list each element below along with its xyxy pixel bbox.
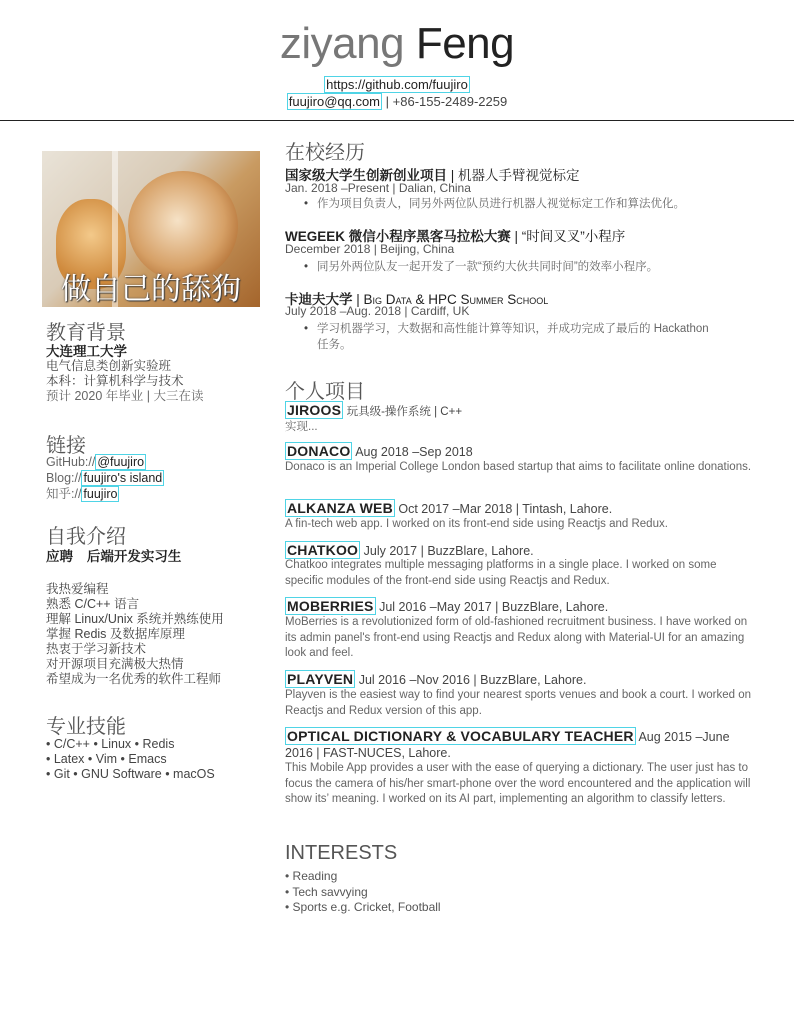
project-name-link[interactable]: CHATKOO [287,542,359,558]
projects-heading: 个人项目 [285,381,365,403]
project-desc: Donaco is an Imperial College London based startup that aims to facilitate online donations. [285,461,752,473]
school-name: 大连理工大学 [46,344,127,359]
interests-heading: INTERESTS [285,842,398,864]
campus-item-tag: | “时间叉叉”小程序 [514,229,626,244]
project-title [285,500,755,517]
project-meta: Jul 2016 –May 2017 | BuzzBlare, Lahore. [379,600,609,614]
project-name-link[interactable]: ALKANZA WEB [287,500,393,516]
about-line: 对开源项目充满极大热情 [46,657,184,671]
project-name-link[interactable]: DONACO [287,443,351,459]
links-heading: 链接 [46,435,86,457]
project-desc: 实现... [285,421,318,433]
apply-role-text: 后端开发实习生 [86,549,182,564]
campus-item-name: WEGEEK 微信小程序黑客马拉松大赛 [285,229,511,244]
blog-prefix: Blog:// [46,471,82,485]
project-meta: Oct 2017 –Mar 2018 | Tintash, Lahore. [398,502,613,516]
project-meta: Aug 2018 –Sep 2018 [355,445,473,459]
campus-item-tag: | 机器人手臂视觉标定 [450,168,580,183]
campus-item-tag: | Big Data & HPC Summer School [356,292,549,307]
last-name: Feng [415,19,515,68]
education-block [46,344,203,404]
dog-right-shape [128,171,238,281]
campus-item-sub: Jan. 2018 –Present | Dalian, China [285,181,471,195]
interest-item: • Sports e.g. Cricket, Football [285,900,441,914]
graduation-text: 预计 2020 年毕业 | 大三在读 [46,389,204,403]
major-text: 本科：计算机科学与技术 [46,374,184,388]
github-prefix: GitHub:// [46,455,96,469]
interest-item: • Reading [285,869,338,883]
about-line: 熟悉 C/C++ 语言 [46,597,140,611]
about-line: 希望成为一名优秀的软件工程师 [46,672,222,686]
github-link[interactable]: https://github.com/fuujiro [326,77,468,92]
interests-list [285,869,441,916]
zhihu-link[interactable]: fuujiro [83,487,118,501]
project-desc: Playven is the easiest way to find your nearest sports venues and book a court. I worked on Reactjs and Redux version of this app. [285,689,752,717]
campus-item-name: 卡迪夫大学 [285,292,353,307]
skills-line: • C/C++ • Linux • Redis [46,737,175,751]
project-title [285,728,755,761]
interest-item: • Tech savvying [285,884,368,899]
about-line: 理解 Linux/Unix 系统并熟练使用 [46,612,224,626]
zhihu-prefix: 知乎:// [46,487,82,501]
profile-photo [42,151,260,307]
about-lines [46,582,224,687]
project-meta: Jul 2016 –Nov 2016 | BuzzBlare, Lahore. [358,673,587,687]
project-title [285,671,755,688]
project-desc: This Mobile App provides a user with the ease of querying a dictionary. The user just has to focus the camera of his/her smart-phone over the word encountered and the application will show its’ meaning. I worked on its AI part, implementing an algorithm to classify letters. [285,762,751,805]
campus-item-sub: July 2018 –Aug. 2018 | Cardiff, UK [285,304,470,318]
apply-role [46,549,181,565]
links-block [46,455,164,502]
campus-item-bullet: • 同另外两位队友一起开发了一款“预约大伙共同时间”的效率小程序。 [317,259,737,275]
project-desc: Chatkoo integrates multiple messaging platforms in a single place. I worked on some specific modules of the front-end side using Reactjs and Redux. [285,559,717,587]
blog-link[interactable]: fuujiro's island [83,471,163,485]
about-line: 热衷于学习新技术 [46,642,147,656]
campus-item-sub: December 2018 | Beijing, China [285,242,455,256]
project-title [285,443,755,460]
first-name: ziyang [279,19,405,68]
skills-line: • Git • GNU Software • macOS [46,767,215,781]
skills-line: • Latex • Vim • Emacs [46,752,167,766]
project-name-link[interactable]: MOBERRIES [287,598,374,614]
project-title [285,402,755,420]
photo-caption: 做自己的舔狗 [61,272,241,307]
project-desc: A fin-tech web app. I worked on its front-end side using Reactjs and Redux. [285,518,668,530]
resume-name [0,18,794,70]
skills-lines [46,737,215,782]
project-meta: 玩具级-操作系统 | C++ [346,406,463,418]
project-name-link[interactable]: JIROOS [287,402,342,418]
sidebar-github-link[interactable]: @fuujiro [97,455,145,469]
contact-block [0,77,794,110]
about-line: 我热爱编程 [46,582,109,596]
project-title [285,542,755,559]
project-name-link[interactable]: PLAYVEN [287,671,354,687]
project-meta: Aug 2015 –June 2016 | FAST-NUCES, Lahore. [285,730,730,760]
campus-item-bullet: • 学习机器学习，大数据和高性能计算等知识，并成功完成了最后的 Hackathon 任务。 [317,321,717,353]
campus-item-name: 国家级大学生创新创业项目 [285,168,447,183]
apply-label: 应聘 [46,549,73,564]
skills-heading: 专业技能 [46,716,126,738]
phone-text: | +86-155-2489-2259 [385,94,508,109]
email-link[interactable]: fuujiro@qq.com [288,94,381,109]
about-heading: 自我介绍 [46,526,126,548]
campus-heading: 在校经历 [285,142,365,164]
project-name-link[interactable]: OPTICAL DICTIONARY & VOCABULARY TEACHER [287,728,634,744]
education-heading: 教育背景 [46,322,126,344]
campus-item-bullet: • 作为项目负责人，同另外两位队员进行机器人视觉标定工作和算法优化。 [317,196,737,212]
class-name: 电气信息类创新实验班 [46,359,172,373]
project-desc: MoBerries is a revolutionized form of old-fashioned recruitment business. I have worked on its admin panel's front-end using Reactjs and Redux along with Material-UI for an amazing look and feel. [285,616,748,659]
about-line: 掌握 Redis 及数据库原理 [46,627,185,641]
project-meta: July 2017 | BuzzBlare, Lahore. [363,544,534,558]
header-divider [0,120,794,121]
project-title [285,598,755,615]
